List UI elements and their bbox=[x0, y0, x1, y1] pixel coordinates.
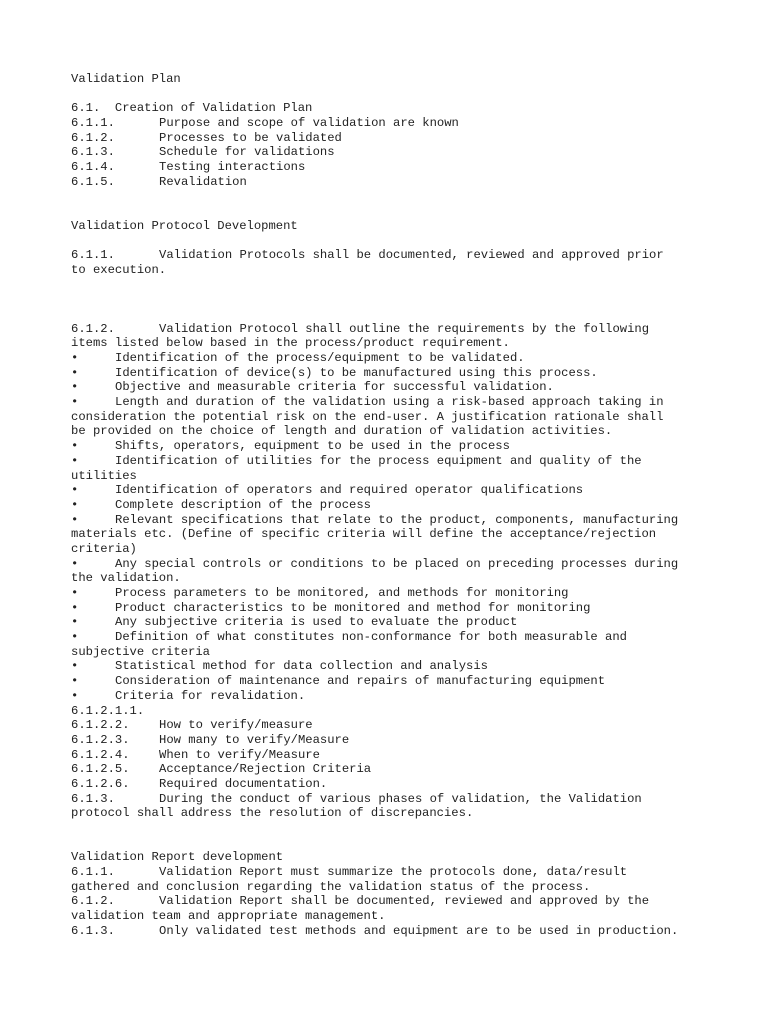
bullet-item bbox=[71, 483, 711, 498]
bullet-text: Identification of the process/equipment to be validated. bbox=[115, 351, 525, 365]
item-text: How to verify/measure bbox=[159, 718, 313, 733]
bullet-item bbox=[71, 557, 711, 572]
bullet-mark: • bbox=[71, 600, 79, 615]
plan-item-list bbox=[71, 116, 711, 189]
paragraph-text: Validation Protocols shall be documented, reviewed and approved prior bbox=[159, 248, 664, 263]
bullet-item bbox=[71, 498, 711, 513]
bullet-text: materials etc. (Define of specific criteria will define the acceptance/rejection bbox=[71, 527, 657, 542]
bullet-text: Definition of what constitutes non-conformance for both measurable and bbox=[115, 630, 627, 645]
bullet-text: Identification of operators and required operator qualifications bbox=[115, 483, 584, 498]
sub-item bbox=[71, 777, 711, 792]
bullet-item-continued bbox=[71, 571, 711, 586]
bullet-item-continued bbox=[71, 410, 711, 425]
bullet-item bbox=[71, 454, 711, 469]
bullet-mark: • bbox=[71, 586, 79, 600]
item-number: 6.1.2.6. bbox=[71, 776, 130, 791]
bullet-text: Complete description of the process bbox=[115, 497, 371, 512]
bullet-text: Any subjective criteria is used to evaluate the product bbox=[115, 615, 518, 630]
section-title-validation-plan: Validation Plan bbox=[71, 72, 181, 86]
item-text: When to verify/Measure bbox=[159, 747, 320, 762]
item-number: 6.1.3. bbox=[71, 145, 115, 160]
bullet-item bbox=[71, 630, 711, 645]
bullet-mark: • bbox=[71, 483, 79, 498]
sub-item-number: 6.1.2.1.1. bbox=[71, 703, 145, 718]
item-text: Required documentation. bbox=[159, 776, 328, 791]
paragraph-text: Validation Protocol shall outline the requirements by the following bbox=[159, 321, 650, 336]
plan-item bbox=[71, 160, 711, 175]
bullet-text: Identification of device(s) to be manufactured using this process. bbox=[115, 365, 598, 380]
bullet-text: subjective criteria bbox=[71, 644, 210, 659]
plan-item bbox=[71, 116, 711, 131]
bullet-text: Relevant specifications that relate to the product, components, manufacturing bbox=[115, 512, 679, 527]
bullet-item bbox=[71, 689, 711, 704]
bullet-text: Criteria for revalidation. bbox=[115, 688, 306, 703]
bullet-text: Consideration of maintenance and repairs of manufacturing equipment bbox=[115, 674, 606, 689]
bullet-mark: • bbox=[71, 365, 79, 380]
bullet-item bbox=[71, 674, 711, 689]
sub-item bbox=[71, 748, 711, 763]
paragraph-text: During the conduct of various phases of validation, the Validation bbox=[159, 791, 642, 806]
item-text-continued: gathered and conclusion regarding the validation status of the process. bbox=[71, 879, 591, 894]
document-page bbox=[71, 72, 711, 939]
bullet-text: the validation. bbox=[71, 571, 181, 586]
bullet-item bbox=[71, 659, 711, 674]
paragraph-text: to execution. bbox=[71, 262, 167, 277]
bullet-text: Any special controls or conditions to be placed on preceding processes during bbox=[115, 556, 679, 571]
bullet-mark: • bbox=[71, 674, 79, 689]
bullet-item bbox=[71, 601, 711, 616]
bullet-text: utilities bbox=[71, 468, 137, 483]
sub-item-list bbox=[71, 718, 711, 791]
plan-item bbox=[71, 145, 711, 160]
report-item-list bbox=[71, 865, 711, 938]
plan-item bbox=[71, 175, 711, 190]
bullet-item bbox=[71, 615, 711, 630]
item-text: Testing interactions bbox=[159, 160, 306, 175]
section-title-report-development: Validation Report development bbox=[71, 850, 284, 865]
item-number: 6.1.1. bbox=[71, 865, 115, 880]
item-number: 6.1.2.2. bbox=[71, 718, 130, 733]
bullet-mark: • bbox=[71, 512, 79, 527]
bullet-text: Product characteristics to be monitored and method for monitoring bbox=[115, 600, 591, 615]
bullet-item-continued bbox=[71, 527, 711, 542]
bullet-mark: • bbox=[71, 453, 79, 468]
protocol-paragraph-2 bbox=[71, 322, 711, 351]
bullet-mark: • bbox=[71, 380, 79, 395]
bullet-mark: • bbox=[71, 615, 79, 630]
plan-item bbox=[71, 131, 711, 146]
item-text: Purpose and scope of validation are known bbox=[159, 116, 459, 131]
bullet-item-continued bbox=[71, 645, 711, 660]
bullet-mark: • bbox=[71, 395, 79, 410]
item-number: 6.1.1. bbox=[71, 248, 115, 263]
bullet-item bbox=[71, 439, 711, 454]
item-text: Revalidation bbox=[159, 174, 247, 189]
bullet-mark: • bbox=[71, 351, 79, 365]
bullet-mark: • bbox=[71, 688, 79, 703]
item-text: How many to verify/Measure bbox=[159, 732, 350, 747]
bullet-item bbox=[71, 513, 711, 528]
item-text: Acceptance/Rejection Criteria bbox=[159, 762, 372, 777]
item-number: 6.1.2. bbox=[71, 130, 115, 145]
report-item bbox=[71, 865, 711, 880]
bullet-mark: • bbox=[71, 659, 79, 674]
item-number: 6.1.1. bbox=[71, 116, 115, 131]
bullet-mark: • bbox=[71, 497, 79, 512]
bullet-text: Identification of utilities for the process equipment and quality of the bbox=[115, 453, 642, 468]
item-text: Validation Report shall be documented, reviewed and approved by the bbox=[159, 894, 650, 909]
item-number: 6.1.3. bbox=[71, 791, 115, 806]
item-text: Schedule for validations bbox=[159, 145, 335, 160]
paragraph-text: protocol shall address the resolution of discrepancies. bbox=[71, 806, 474, 821]
item-text: Processes to be validated bbox=[159, 130, 342, 145]
bullet-text: consideration the potential risk on the end-user. A justification rationale shall bbox=[71, 409, 664, 424]
item-number: 6.1.4. bbox=[71, 160, 115, 175]
paragraph-text: items listed below based in the process/product requirement. bbox=[71, 336, 510, 351]
protocol-paragraph-3 bbox=[71, 792, 711, 821]
report-item bbox=[71, 924, 711, 939]
protocol-paragraph-1 bbox=[71, 248, 711, 277]
section-title-protocol-development: Validation Protocol Development bbox=[71, 218, 298, 233]
bullet-item-continued bbox=[71, 542, 711, 557]
bullet-text: Shifts, operators, equipment to be used in the process bbox=[115, 439, 510, 454]
bullet-text: Objective and measurable criteria for successful validation. bbox=[115, 380, 554, 395]
bullet-mark: • bbox=[71, 630, 79, 645]
item-text: Validation Report must summarize the protocols done, data/result bbox=[159, 865, 628, 880]
item-text-continued: validation team and appropriate management. bbox=[71, 909, 386, 924]
item-number: 6.1.3. bbox=[71, 923, 115, 938]
sub-item bbox=[71, 762, 711, 777]
bullet-item bbox=[71, 351, 711, 366]
bullet-mark: • bbox=[71, 439, 79, 454]
bullet-text: Statistical method for data collection and analysis bbox=[115, 659, 488, 674]
bullet-text: Length and duration of the validation using a risk-based approach taking in bbox=[115, 395, 664, 410]
bullet-text: Process parameters to be monitored, and methods for monitoring bbox=[115, 586, 569, 600]
requirement-bullet-list bbox=[71, 351, 711, 704]
bullet-item-continued bbox=[71, 469, 711, 484]
bullet-mark: • bbox=[71, 556, 79, 571]
item-text: Only validated test methods and equipment are to be used in production. bbox=[159, 923, 679, 938]
sub-item bbox=[71, 718, 711, 733]
item-number: 6.1.5. bbox=[71, 174, 115, 189]
bullet-text: criteria) bbox=[71, 541, 137, 556]
bullet-item-continued bbox=[71, 424, 711, 439]
bullet-item bbox=[71, 586, 711, 601]
item-number: 6.1.2.3. bbox=[71, 732, 130, 747]
report-item bbox=[71, 894, 711, 909]
bullet-item bbox=[71, 380, 711, 395]
item-number: 6.1.2. bbox=[71, 894, 115, 909]
sub-item bbox=[71, 733, 711, 748]
bullet-item bbox=[71, 395, 711, 410]
heading-creation: 6.1. Creation of Validation Plan bbox=[71, 101, 313, 116]
bullet-text: be provided on the choice of length and duration of validation activities. bbox=[71, 424, 613, 439]
item-number: 6.1.2.4. bbox=[71, 747, 130, 762]
bullet-item bbox=[71, 366, 711, 381]
item-number: 6.1.2.5. bbox=[71, 762, 130, 777]
item-number: 6.1.2. bbox=[71, 321, 115, 336]
